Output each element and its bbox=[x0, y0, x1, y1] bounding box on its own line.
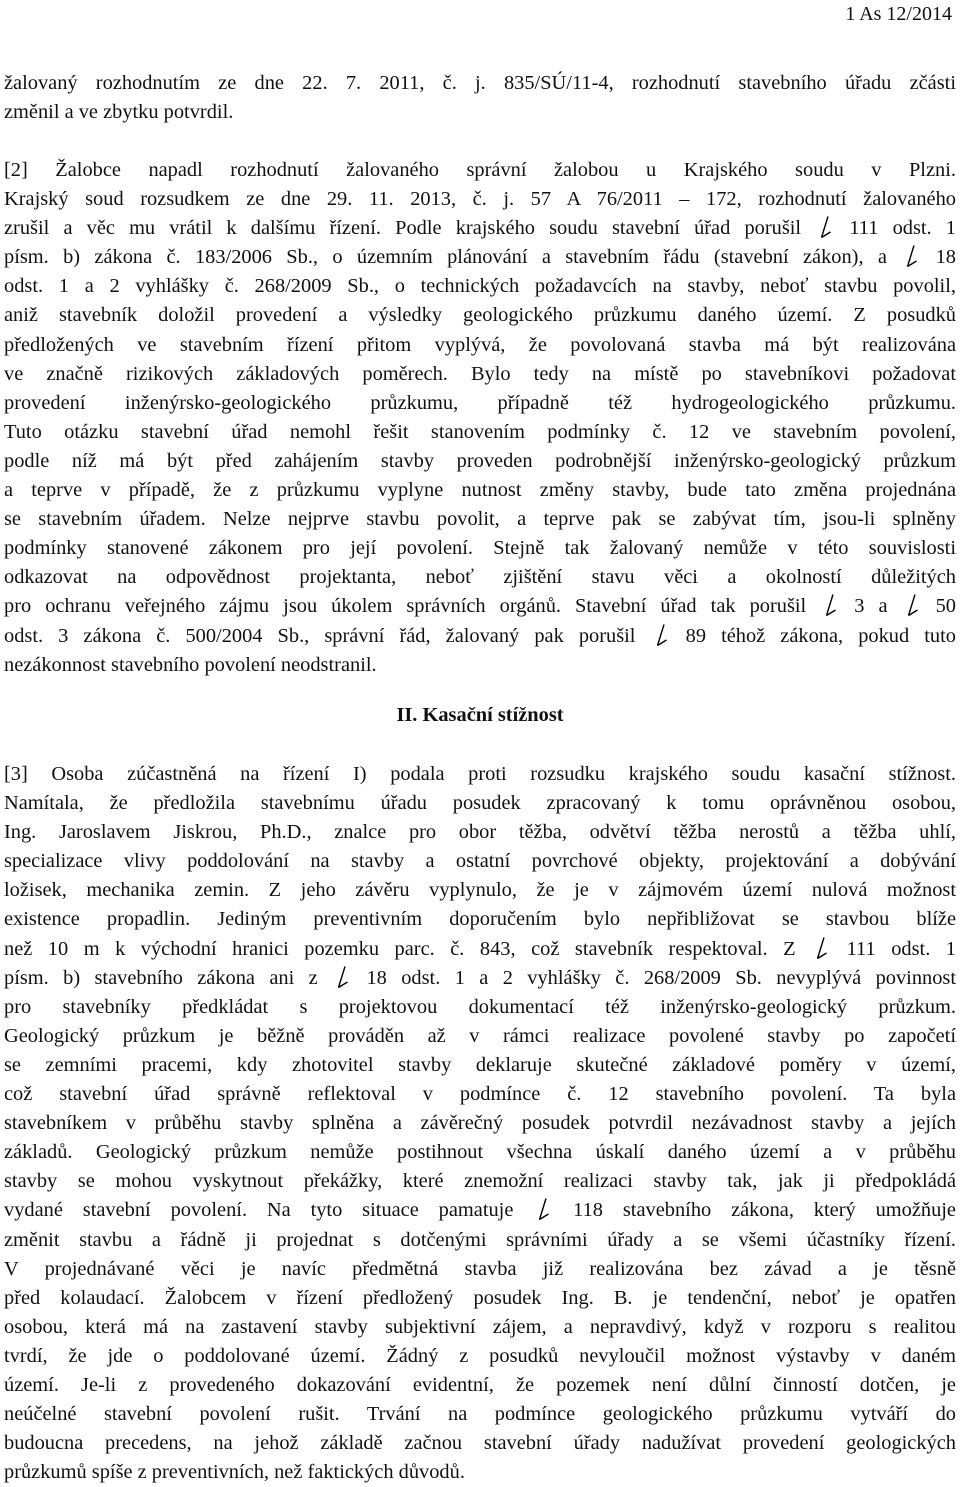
para3-line: ložisek, mechanika zemin. Z jeho závěru vyplynulo, že je v zájmovém území nulová možnost bbox=[4, 879, 956, 902]
para2-line: nezákonnost stavebního povolení neodstranil. bbox=[4, 653, 377, 676]
section-heading: II. Kasační stížnost bbox=[396, 704, 564, 726]
para3-line: tvrdí, že jde o poddolované území. Žádný z posudků nevyloučil možnost výstavby v daném bbox=[4, 1344, 956, 1367]
paragraph-3 bbox=[4, 760, 956, 1487]
para3-line: neúčelné stavební povolení rušit. Trvání na podmínce geologického průzkumu vytváří do bbox=[4, 1403, 956, 1426]
para3-line: osobou, která má na zastavení stavby subjektivní zájem, a nepravdivý, když v rozporu s realitou bbox=[4, 1315, 956, 1338]
para3-line: základů. Geologický průzkum nemůže postihnout všechna úskalí daného území a v průběhu bbox=[4, 1141, 956, 1164]
para3-line: specializace vlivy poddolování na stavby a ostatní povrchové objekty, projektování a dobývání bbox=[4, 850, 956, 873]
para3-line: budoucna precedens, na jehož základě začnou stavební úřady nadužívat provedení geologických bbox=[4, 1432, 956, 1455]
intro-line: změnil a ve zbytku potvrdil. bbox=[4, 101, 234, 124]
para2-line: [2] Žalobce napadl rozhodnutí žalovaného správní žalobou u Krajského soudu v Plzni. bbox=[4, 159, 956, 181]
paragraph-intro bbox=[4, 69, 956, 127]
para2-line: písm. b) zákona č. 183/2006 Sb., o územním plánování a stavebním řádu (stavební zákon), a 18 bbox=[4, 246, 957, 269]
para3-line: než 10 m k východní hranici pozemku parc. č. 843, což stavebník respektoval. Z 111 odst. 1 bbox=[4, 937, 956, 960]
para3-line: Geologický průzkum je běžně prováděn až v rámci realizace povolené stavby po započetí bbox=[4, 1024, 956, 1047]
para2-line: odkazovat na odpovědnost projektanta, neboť zjištění stavu věci a okolností důležitých bbox=[4, 566, 956, 589]
para3-line: se zemními pracemi, kdy zhotovitel stavby deklaruje skutečné základové poměry v území, bbox=[4, 1053, 956, 1076]
para3-line: písm. b) stavebního zákona ani z 18 odst. 1 a 2 vyhlášky č. 268/2009 Sb. nevyplývá povinnost bbox=[4, 966, 957, 989]
para2-line: se stavebním úřadem. Nelze nejprve stavbu povolit, a teprve pak se zabývat tím, jsou-li splněny bbox=[4, 508, 956, 531]
intro-line: žalovaný rozhodnutím ze dne 22. 7. 2011, č. j. 835/SÚ/11-4, rozhodnutí stavebního úřadu zčásti bbox=[4, 72, 956, 94]
para3-line: stavebníkem v průběhu stavby splněna a závěrečný posudek potvrdil nezávadnost stavby a jejích bbox=[4, 1112, 956, 1135]
para2-line: Tuto otázku stavební úřad nemohl řešit stanovením podmínky č. 12 ve stavebním povolení, bbox=[4, 420, 956, 443]
section-link-icon[interactable] bbox=[823, 593, 837, 617]
para3-line: území. Je-li z provedeného dokazování evidentní, že pozemek není důlní činností dotčen, je bbox=[4, 1373, 956, 1396]
para3-line: což stavební úřad správně reflektoval v podmínce č. 12 stavebního povolení. Ta byla bbox=[4, 1083, 956, 1106]
para3-line: změnit stavbu a řádně ji projednat s dotčenými správními úřady a se všemi účastníky řízení. bbox=[4, 1228, 956, 1251]
section-link-icon[interactable] bbox=[335, 965, 349, 989]
section-link-icon[interactable] bbox=[904, 244, 918, 268]
para2-line: podmínky stanovené zákonem pro její povolení. Stejně tak žalovaný nemůže v této souvislosti bbox=[4, 537, 956, 560]
para3-line: V projednávané věci je navíc předmětná stavba již realizována bez závad a je těsně bbox=[4, 1257, 956, 1280]
para2-line: Krajský soud rozsudkem ze dne 29. 11. 2013, č. j. 57 A 76/2011 – 172, rozhodnutí žalovaného bbox=[4, 188, 956, 211]
para2-line: podle níž má být před zahájením stavby proveden podrobnější inženýrsko-geologický průzkum bbox=[4, 449, 956, 472]
para3-line: průzkumů spíše z preventivních, než faktických důvodů. bbox=[4, 1461, 465, 1484]
para2-line: ve značně rizikových základových poměrech. Bylo tedy na místě po stavebníkovi požadovat bbox=[4, 362, 956, 385]
para3-line: stavby se mohou vyskytnout překážky, které znemožní realizaci stavby tak, jak ji předpokládá bbox=[4, 1170, 956, 1193]
para2-line: provedení inženýrsko-geologického průzkumu, případně též hydrogeologického průzkumu. bbox=[4, 391, 956, 414]
para2-line: odst. 3 zákona č. 500/2004 Sb., správní řád, žalovaný pak porušil 89 téhož zákona, pokud tuto bbox=[4, 624, 956, 647]
page-header-reference: 1 As 12/2014 bbox=[845, 3, 952, 25]
para2-line: a teprve v případě, že z průzkumu vyplyne nutnost změny stavby, bude tato změna projednána bbox=[4, 479, 956, 502]
para2-line: zrušil a věc mu vrátil k dalšímu řízení. Podle krajského soudu stavební úřad porušil 111 odst. 1 bbox=[4, 217, 956, 240]
para2-line: aniž stavebník doložil provedení a výsledky geologického průzkumu daného území. Z posudků bbox=[4, 304, 956, 327]
paragraph-2 bbox=[4, 156, 956, 680]
section-link-icon[interactable] bbox=[536, 1197, 550, 1221]
para2-line: pro ochranu veřejného zájmu jsou úkolem správních orgánů. Stavební úřad tak porušil 3 a 50 bbox=[4, 595, 956, 618]
section-link-icon[interactable] bbox=[905, 593, 919, 617]
para2-line: odst. 1 a 2 vyhlášky č. 268/2009 Sb., o technických požadavcích na stavby, neboť stavbu povolil, bbox=[4, 275, 956, 298]
para3-line: vydané stavební povolení. Na tyto situace pamatuje 118 stavebního zákona, který umožňuje bbox=[4, 1199, 956, 1222]
section-link-icon[interactable] bbox=[654, 623, 668, 647]
para3-line: [3] Osoba zúčastněná na řízení I) podala proti rozsudku krajského soudu kasační stížnost. bbox=[4, 763, 956, 785]
para3-line: Namítala, že předložila stavebnímu úřadu posudek zpracovaný k tomu oprávněnou osobou, bbox=[4, 792, 956, 815]
para3-line: před kolaudací. Žalobcem v řízení předložený posudek Ing. B. je tendenční, neboť je opatřen bbox=[4, 1286, 956, 1309]
section-link-icon[interactable] bbox=[814, 936, 828, 960]
para3-line: Ing. Jaroslavem Jiskrou, Ph.D., znalce pro obor těžba, odvětví těžba nerostů a těžba uhlí, bbox=[4, 821, 956, 844]
para3-line: existence propadlin. Jediným preventivním doporučením bylo nepřibližovat se stavbou blíže bbox=[4, 908, 956, 931]
para3-line: pro stavebníky předkládat s projektovou dokumentací též inženýrsko-geologický průzkum. bbox=[4, 995, 956, 1018]
para2-line: předložených ve stavebním řízení přitom vyplývá, že povolovaná stavba má být realizována bbox=[4, 333, 956, 356]
section-link-icon[interactable] bbox=[818, 215, 832, 239]
